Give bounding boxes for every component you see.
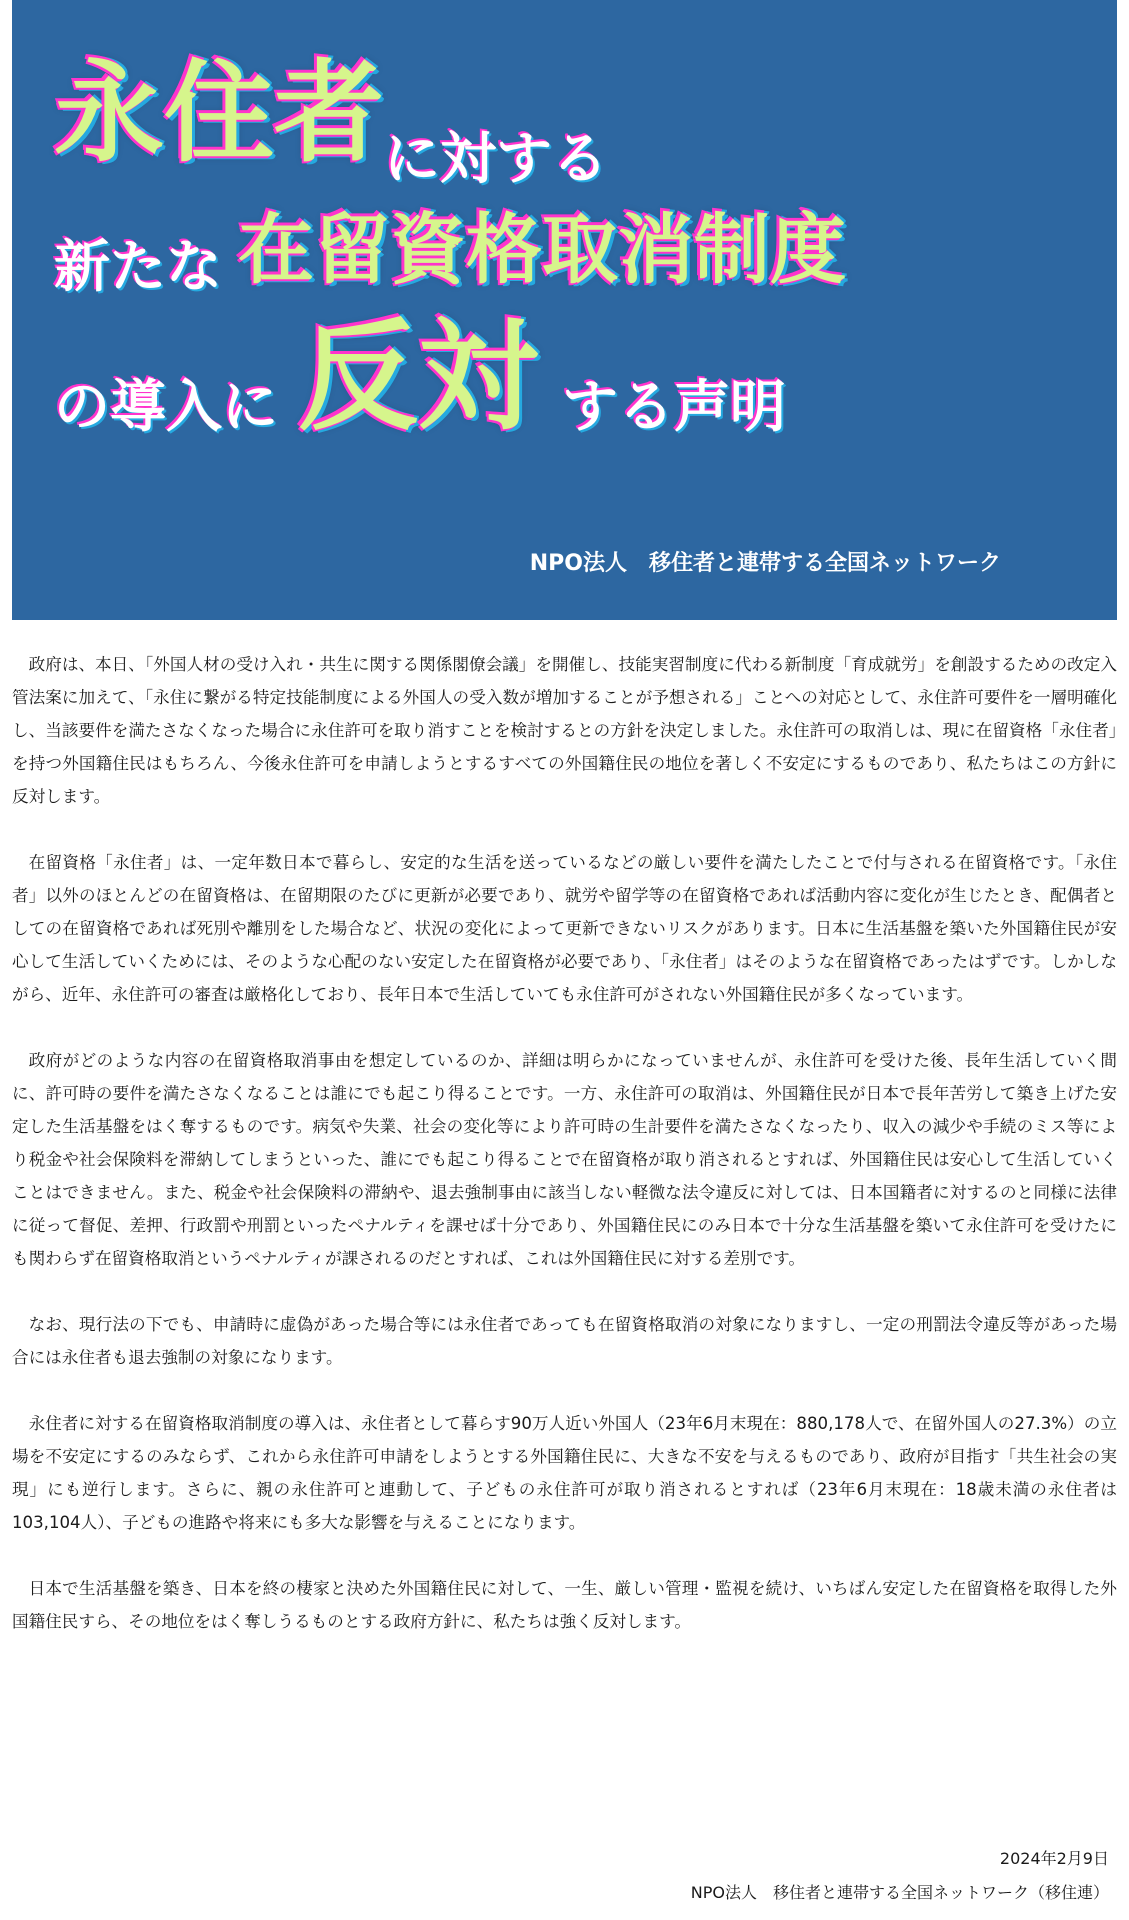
headline-introduction: の導入に: [54, 375, 278, 440]
headline-permanent-resident: 永住者: [54, 49, 384, 177]
signature-date: 2024年2月9日: [999, 1849, 1109, 1868]
banner-organization-name: NPO法人 移住者と連帯する全国ネットワーク: [529, 551, 1001, 576]
paragraph-4: なお、現行法の下でも、申請時に虚偽があった場合等には永住者であっても在留資格取消の対象になりますし、一定の刑罰法令違反等があった場合には永住者も退去強制の対象になります。: [12, 1315, 1117, 1367]
headline-banner: [12, 0, 1117, 620]
paragraph-5: 永住者に対する在留資格取消制度の導入は、永住者として暮らす90万人近い外国人（23年6月末現在：880,178人で、在留外国人の27.3%）の立場を不安定にするのみならず、これから永住許可申請をしようとする外国籍住民に、大きな不安を与えるものであり、政府が目指す「共生社会の実現」にも逆行します。さらに、親の永住許可と連動して、子どもの永住許可が取り消されるとすれば（23年6月末現在：18歳未満の永住者は103,104人）、子どもの進路や将来にも多大な影響を与えることになります。: [12, 1414, 1117, 1532]
statement-body: [12, 648, 1117, 1671]
headline-statement: する声明: [562, 375, 786, 440]
paragraph-1: 政府は、本日、「外国人材の受け入れ・共生に関する関係閣僚会議」を開催し、技能実習制度に代わる新制度「育成就労」を創設するための改定入管法案に加えて、「永住に繋がる特定技能制度による外国人の受入数が増加することが予想される」ことへの対応として、永住許可要件を一層明確化し、当該要件を満たさなくなった場合に永住許可を取り消すことを検討するとの方針を決定しました。永住許可の取消しは、現に在留資格「永住者」を持つ外国籍住民はもちろん、今後永住許可を申請しようとするすべての外国籍住民の地位を著しく不安定にするものであり、私たちはこの方針に反対します。: [12, 655, 1117, 806]
paragraph-3: 政府がどのような内容の在留資格取消事由を想定しているのか、詳細は明らかになっていませんが、永住許可を受けた後、長年生活していく間に、許可時の要件を満たさなくなることは誰にでも起こり得ることです。一方、永住許可の取消は、外国籍住民が日本で長年苦労して築き上げた安定した生活基盤をはく奪するものです。病気や失業、社会の変化等により許可時の生計要件を満たさなくなったり、収入の減少や手続のミス等により税金や社会保険料を滞納してしまうといった、誰にでも起こり得ることで在留資格が取り消されるとすれば、外国籍住民は安心して生活していくことはできません。また、税金や社会保険料の滞納や、退去強制事由に該当しない軽微な法令違反に対しては、日本国籍者に対するのと同様に法律に従って督促、差押、行政罰や刑罰といったペナルティを課せば十分であり、外国籍住民にのみ日本で十分な生活基盤を築いて永住許可を受けたにも関わらず在留資格取消というペナルティが課されるのだとすれば、これは外国籍住民に対する差別です。: [12, 1051, 1117, 1268]
headline-revocation-system: 在留資格取消制度: [238, 205, 846, 294]
headline-against: に対する: [384, 127, 608, 192]
paragraph-6: 日本で生活基盤を築き、日本を終の棲家と決めた外国籍住民に対して、一生、厳しい管理・監視を続け、いちばん安定した在留資格を取得した外国籍住民すら、その地位をはく奪しうるものとする政府方針に、私たちは強く反対します。: [12, 1579, 1117, 1631]
headline-new: 新たな: [54, 235, 222, 300]
paragraph-2: 在留資格「永住者」は、一定年数日本で暮らし、安定的な生活を送っているなどの厳しい要件を満たしたことで付与される在留資格です。「永住者」以外のほとんどの在留資格は、在留期限のたびに更新が必要であり、就労や留学等の在留資格であれば活動内容に変化が生じたとき、配偶者としての在留資格であれば死別や離別をした場合など、状況の変化によって更新できないリスクがあります。日本に生活基盤を築いた外国籍住民が安心して生活していくためには、そのような心配のない安定した在留資格が必要であり、「永住者」はそのような在留資格であったはずです。しかしながら、近年、永住許可の審査は厳格化しており、長年日本で生活していても永住許可がされない外国籍住民が多くなっています。: [12, 853, 1117, 1004]
signature-organization: NPO法人 移住者と連帯する全国ネットワーク（移住連）: [690, 1883, 1109, 1902]
headline-opposition: 反対: [298, 308, 538, 447]
